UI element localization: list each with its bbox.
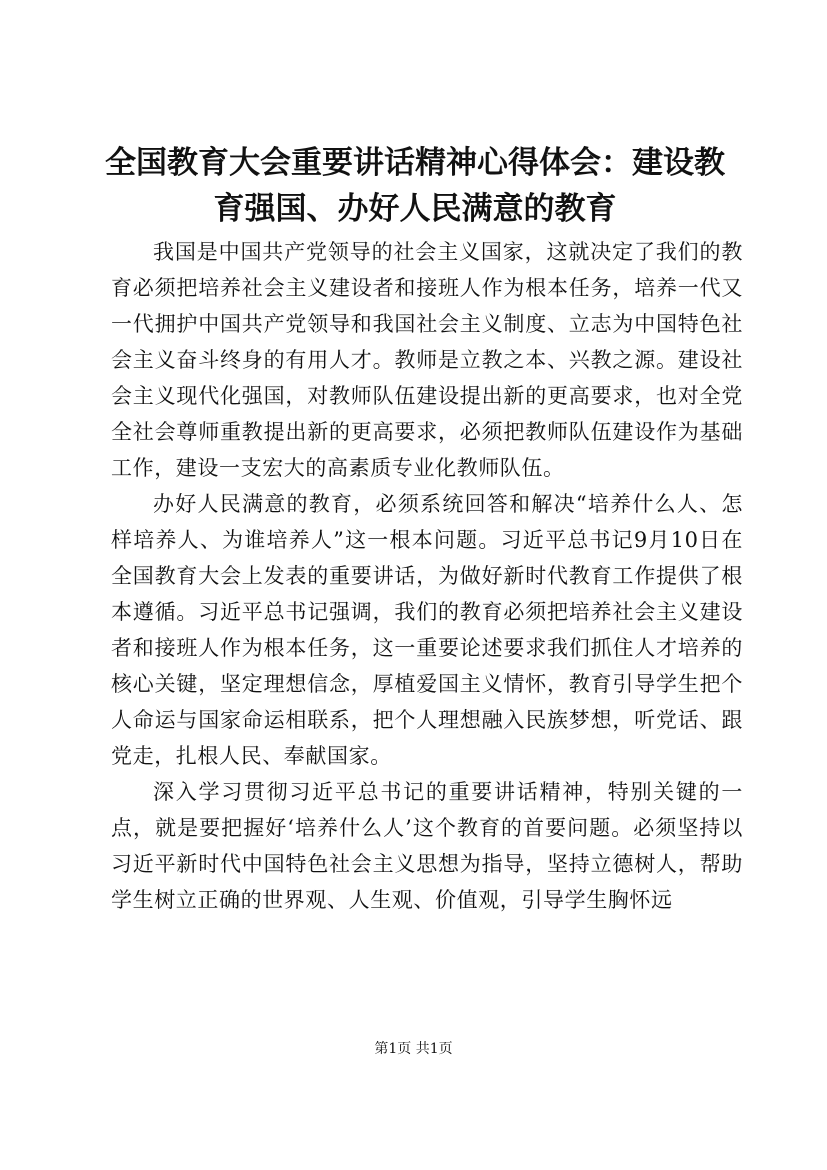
paragraph-1: 我国是中国共产党领导的社会主义国家，这就决定了我们的教育必须把培养社会主义建设者和接班人作为根本任务，培养一代又一代拥护中国共产党领导和我国社会主义制度、立志为中国特色社会主义奋斗终身的有用人才。教师是立教之本、兴教之源。建设社会主义现代化强国，对教师队伍建设提出新的更高要求，也对全党全社会尊师重教提出新的更高要求，必须把教师队伍建设作为基础工作，建设一支宏大的高素质专业化教师队伍。 — [111, 240, 743, 480]
document-body — [111, 234, 743, 918]
document-title: 全国教育大会重要讲话精神心得体会：建设教育强国、办好人民满意的教育 — [105, 145, 725, 227]
paragraph-2: 办好人民满意的教育，必须系统回答和解决“培养什么人、怎样培养人、为谁培养人”这一根本问题。习近平总书记9月10日在全国教育大会上发表的重要讲话，为做好新时代教育工作提供了根本遵循。习近平总书记强调，我们的教育必须把培养社会主义建设者和接班人作为根本任务，这一重要论述要求我们抓住人才培养的核心关键，坚定理想信念，厚植爱国主义情怀，教育引导学生把个人命运与国家命运相联系，把个人理想融入民族梦想，听党话、跟党走，扎根人民、奉献国家。 — [111, 492, 743, 768]
page-footer: 第1页 共1页 — [374, 1041, 453, 1057]
paragraph-3: 深入学习贯彻习近平总书记的重要讲话精神，特别关键的一点，就是要把握好‘培养什么人’这个教育的首要问题。必须坚持以习近平新时代中国特色社会主义思想为指导，坚持立德树人，帮助学生树立正确的世界观、人生观、价值观，引导学生胸怀远 — [111, 780, 743, 912]
